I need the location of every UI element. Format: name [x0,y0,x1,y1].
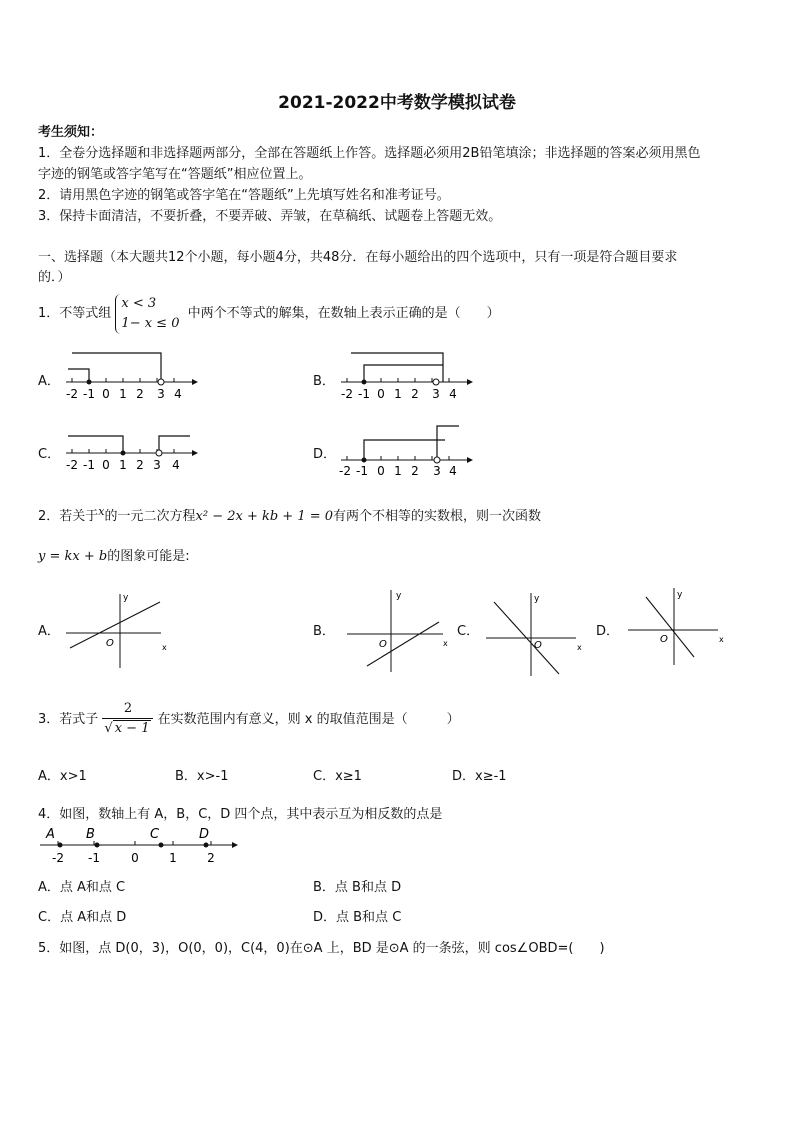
svg-text:x: x [162,643,167,652]
q2-func-suffix: 的图象可能是: [107,549,190,564]
q1-suffix: 中两个不等式的解集，在数轴上表示正确的是（ ） [187,306,500,321]
svg-text:y: y [123,593,129,603]
question-5-stem: 5．如图，点 D(0，3)，O(0，0)，C(4，0)在⊙A 上，BD 是⊙A 的一条弦，则 cos∠OBD=( ) [38,941,605,956]
question-4-stem: 4．如图，数轴上有 A，B，C，D 四个点，其中表示互为相反数的点是 [38,807,443,822]
q1-option-d-label: D． [313,447,337,462]
question-2-stem-line-2 [38,545,190,564]
section-heading-line-2: 的．） [38,270,71,285]
svg-text:-1: -1 [358,387,370,401]
svg-text:4: 4 [449,464,457,475]
tick-label: 3 [157,387,165,401]
svg-text:1: 1 [394,464,402,475]
q3-option-d: D．x≥-1 [452,769,507,784]
point-label: B [86,827,95,842]
tick-label: -1 [88,851,100,865]
notice-line-1a: 1．全卷分选择题和非选择题两部分，全部在答题纸上作答。选择题必须用2B铅笔填涂；非选择题的答案必须用黑色 [38,146,701,161]
svg-text:y: y [677,590,683,600]
q2-graph-d [626,585,731,670]
notice-line-2: 2．请用黑色字迹的钢笔或答字笔在“答题纸”上先填写姓名和准考证号。 [38,188,450,203]
tick-label: -1 [83,387,95,401]
svg-text:2: 2 [136,458,144,472]
point-label: C [150,827,160,842]
q4-option-d: D．点 B和点 C [313,910,402,925]
q2-mid: 的一元二次方程 [104,509,196,524]
q1-number-line-b [335,345,475,403]
q2-option-d-label: D． [596,624,620,639]
svg-text:y: y [534,594,540,604]
q3-option-b: B．x>-1 [175,769,229,784]
q2-graph-a [66,588,176,670]
q3-suffix: 在实数范围内有意义，则 x 的取值范围是（ ） [157,712,460,727]
q4-option-b: B．点 B和点 D [313,880,402,895]
q1-number-line-c [60,420,200,475]
fraction-numerator: 2 [123,701,133,716]
q1-option-a-label: A． [38,374,60,389]
point-label: A [46,827,55,842]
svg-text:-1: -1 [83,458,95,472]
svg-text:4: 4 [449,387,457,401]
tick-label: 4 [174,387,182,401]
svg-text:-2: -2 [66,458,78,472]
svg-text:y: y [396,591,402,601]
inequality-1: x < 3 [121,295,157,311]
tick-label: 0 [102,387,110,401]
notice-line-1b: 字迹的钢笔或答字笔写在“答题纸”相应位置上。 [38,167,312,182]
svg-text:O: O [660,634,668,645]
inequality-system [115,294,183,334]
point-label: D [199,827,210,842]
tick-label: 1 [169,851,177,865]
q2-variable: x [98,505,105,518]
fraction-radicand: x − 1 [114,721,150,736]
q3-option-a: A．x>1 [38,769,87,784]
svg-text:x: x [719,635,724,644]
q4-option-c: C．点 A和点 D [38,910,127,925]
q2-graph-c [484,588,589,678]
svg-text:2: 2 [411,464,419,475]
question-1-stem [38,292,500,336]
page-title: 2021-2022中考数学模拟试卷 [278,93,516,113]
question-3-stem [38,697,460,743]
q1-number-line-a [60,345,200,403]
q3-prefix: 3．若式子 [38,712,99,727]
q1-option-c-label: C． [38,447,61,462]
notice-heading: 考生须知： [38,125,104,140]
q4-option-a: A．点 A和点 C [38,880,126,895]
q2-function: y = kx + b [38,549,108,564]
notice-line-3: 3．保持卡面清洁，不要折叠，不要弄破、弄皱，在草稿纸、试题卷上答题无效。 [38,209,502,224]
tick-label: 2 [207,851,215,865]
svg-text:3: 3 [432,387,440,401]
q3-option-c: C．x≥1 [313,769,362,784]
svg-text:3: 3 [433,464,441,475]
tick-label: -2 [52,851,64,865]
q2-prefix: 2．若关于 [38,509,99,524]
q2-option-c-label: C． [457,624,480,639]
tick-label: 2 [136,387,144,401]
section-heading-line-1: 一、选择题（本大题共12个小题，每小题4分，共48分．在每小题给出的四个选项中，只有一项是符合题目要求 [38,250,678,265]
svg-text:x: x [443,639,448,648]
q1-option-b-label: B． [313,374,335,389]
svg-text:3: 3 [153,458,161,472]
svg-text:0: 0 [102,458,110,472]
svg-text:1: 1 [119,458,127,472]
svg-text:x: x [577,643,582,652]
q4-number-line [38,823,248,868]
svg-text:O: O [106,638,114,649]
q2-option-a-label: A． [38,624,60,639]
inequality-2: 1− x ≤ 0 [121,315,180,331]
svg-text:-2: -2 [339,464,351,475]
svg-text:2: 2 [411,387,419,401]
q1-number-line-d [335,420,475,475]
q2-option-b-label: B． [313,624,335,639]
q1-prefix: 1．不等式组 [38,306,112,321]
svg-text:O: O [534,640,542,651]
svg-text:0: 0 [377,464,385,475]
svg-text:1: 1 [394,387,402,401]
q2-suffix: 有两个不相等的实数根，则一次函数 [333,509,542,524]
svg-text:0: 0 [377,387,385,401]
svg-text:-1: -1 [356,464,368,475]
svg-text:-2: -2 [341,387,353,401]
tick-label: 1 [119,387,127,401]
q3-fraction: $\frac{2}{√ x - 1}$ [102,700,153,739]
q2-equation: x² − 2x + kb + 1 = 0 [195,509,334,524]
question-2-stem [38,505,541,524]
tick-label: -2 [66,387,78,401]
tick-label: 0 [131,851,139,865]
svg-text:4: 4 [172,458,180,472]
svg-text:O: O [379,639,387,650]
q2-graph-b [343,588,453,673]
